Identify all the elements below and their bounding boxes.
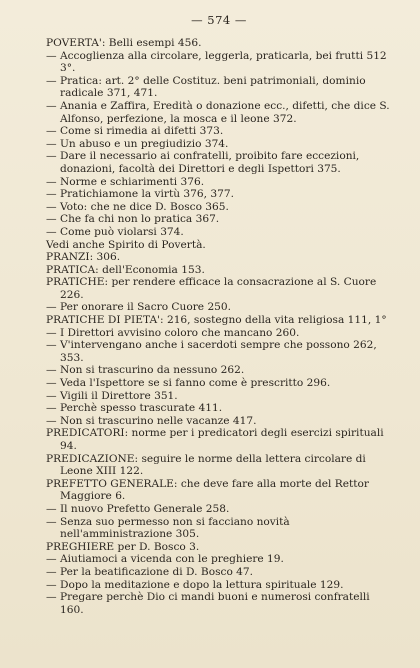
index-entry: — Dare il necessario ai confratelli, proibito fare eccezioni, donazioni, facoltà dei Direttori e degli Ispettori 375.	[46, 150, 360, 175]
index-entry: — Vigili il Direttore 351.	[46, 389, 178, 402]
index-entry: — Come può violarsi 374.	[46, 225, 184, 238]
index-entry: — Veda l'Ispettore se si fanno come è prescritto 296.	[46, 377, 331, 390]
index-entry: POVERTA': Belli esempi 456.	[46, 37, 202, 49]
index-entry: — Il nuovo Prefetto Generale 258.	[46, 502, 230, 515]
index-entry: — Norme e schiarimenti 376.	[46, 175, 205, 188]
index-entry: — Pratichiamone la virtù 376, 377.	[46, 188, 234, 201]
index-entry: PRATICA: dell'Economia 153.	[46, 263, 205, 276]
page-number: — 574 —	[191, 13, 247, 27]
index-entry: — Pratica: art. 2° delle Costituz. beni patrimoniali, dominio radicale 371, 471.	[46, 74, 366, 100]
index-entry: — Accoglienza alla circolare, leggerla, praticarla, bei frutti 512 3°.	[46, 49, 387, 75]
index-entry: PRATICHE DI PIETA': 216, sostegno della vita religiosa 111, 1°	[46, 314, 387, 327]
index-entry: — Dopo la meditazione e dopo la lettura spirituale 129.	[46, 578, 344, 591]
index-entry: Vedi anche Spirito di Povertà.	[46, 238, 206, 251]
index-entry: PREDICATORI: norme per i predicatori degli esercizi spirituali 94.	[46, 427, 384, 452]
index-entry: — Che fa chi non lo pratica 367.	[46, 213, 220, 226]
index-entry: PRANZI: 306.	[46, 251, 121, 264]
index-entry: — Pregare perchè Dio ci mandi buoni e numerosi confratelli 160.	[46, 591, 370, 616]
index-entry: — Non si trascurino nelle vacanze 417.	[46, 414, 257, 427]
index-entry: — Voto: che ne dice D. Bosco 365.	[46, 200, 229, 213]
index-entry: PRATICHE: per rendere efficace la consacrazione al S. Cuore 226.	[46, 276, 377, 301]
index-entry: — Per onorare il Sacro Cuore 250.	[46, 301, 232, 314]
index-entries	[46, 37, 392, 616]
index-entry: PREDICAZIONE: seguire le norme della lettera circolare di Leone XIII 122.	[46, 452, 366, 478]
index-entry: — V'intervengano anche i sacerdoti sempre che possono 262, 353.	[46, 339, 377, 364]
index-entry: — Per la beatificazione di D. Bosco 47.	[46, 565, 254, 578]
index-entry: — Un abuso e un pregiudizio 374.	[46, 137, 229, 150]
index-entry: PREGHIERE per D. Bosco 3.	[46, 540, 200, 553]
index-entry: — Aiutiamoci a vicenda con le preghiere 19.	[46, 553, 284, 566]
index-entry: — Come si rimedia ai difetti 373.	[46, 125, 224, 138]
index-entry: — Perchè spesso trascurate 411.	[46, 402, 223, 415]
index-entry: — Anania e Zaffira, Eredità o donazione ecc., difetti, che dice S. Alfonso, perfezione, la mosca e il leone 372.	[46, 99, 390, 125]
index-entry: PREFETTO GENERALE: che deve fare alla morte del Rettor Maggiore 6.	[46, 477, 370, 503]
index-entry: — Non si trascurino da nessuno 262.	[46, 364, 245, 377]
index-entry: — Senza suo permesso non si facciano novità nell'amministrazione 305.	[46, 515, 290, 541]
index-entry: — I Direttori avvisino coloro che mancano 260.	[46, 326, 300, 339]
